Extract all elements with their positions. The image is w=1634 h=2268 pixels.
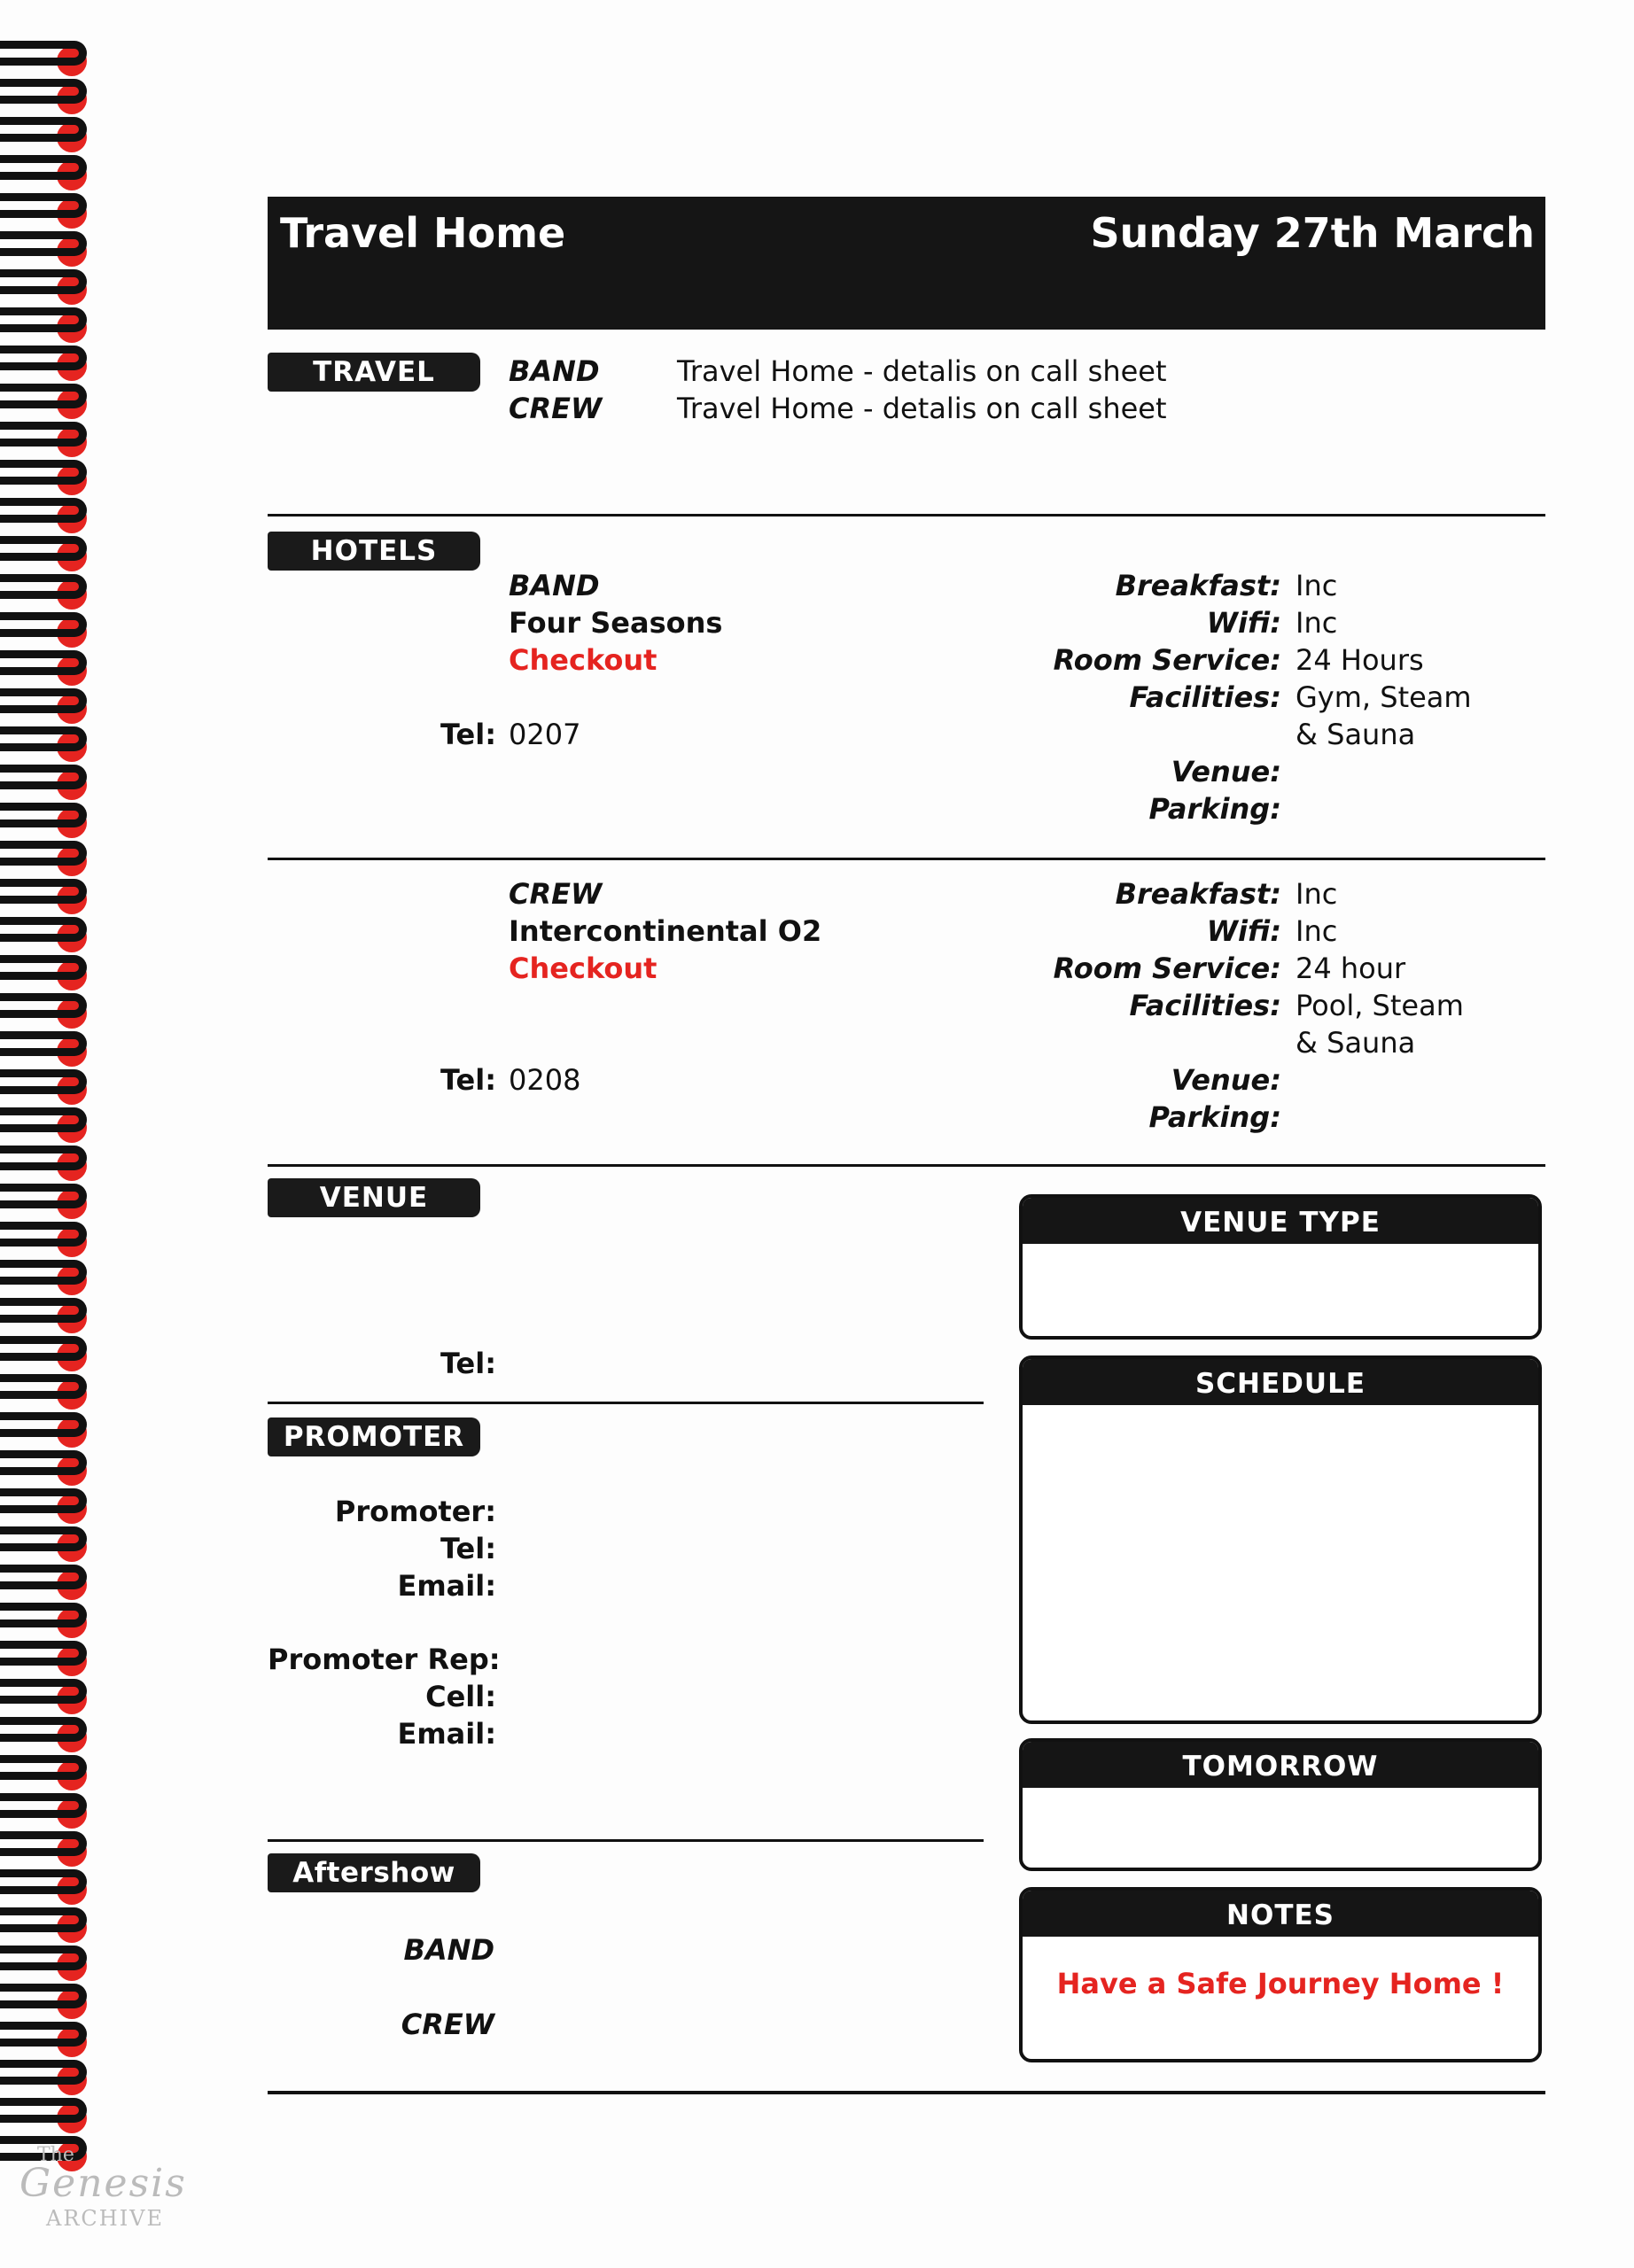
hotel-crew-wifi: Inc [1296,914,1338,948]
promoter-rep-email-label: Email: [397,1717,496,1751]
spiral-ring [0,835,89,874]
promoter-tag: PROMOTER [268,1418,480,1456]
spiral-ring [0,302,89,341]
divider [268,1164,1545,1167]
hotel-band-facilities: Gym, Steam [1296,680,1472,714]
promoter-label: Promoter: [334,1495,496,1528]
aftershow-band-label: BAND [403,1933,494,1967]
spiral-ring [0,74,89,113]
spiral-ring [0,1864,89,1903]
spiral-ring [0,1407,89,1446]
hotel-crew-room-service: 24 hour [1296,951,1406,985]
spiral-ring [0,1940,89,1979]
spiral-ring [0,2054,89,2093]
spiral-ring [0,454,89,493]
spiral-ring [0,1788,89,1827]
spiral-ring [0,1826,89,1865]
spiral-ring [0,1140,89,1179]
spiral-ring [0,2093,89,2132]
spiral-ring [0,950,89,989]
spiral-ring [0,1521,89,1560]
spiral-ring [0,1559,89,1598]
spiral-ring [0,988,89,1027]
hotel-band-status: Checkout [509,643,657,677]
hotel-crew-facilities-cont: & Sauna [1296,1026,1416,1060]
hotel-band-facilities-cont: & Sauna [1296,718,1416,751]
hotel-crew-label: CREW [509,877,603,911]
spiral-ring [0,1369,89,1408]
spiral-ring [0,1331,89,1370]
promoter-email-label: Email: [397,1569,496,1603]
hotels-tag: HOTELS [268,532,480,571]
hotel-crew-name: Intercontinental O2 [509,914,822,948]
venue-type-heading: VENUE TYPE [1023,1198,1538,1244]
spiral-ring [0,569,89,608]
divider [268,514,1545,517]
spiral-ring [0,531,89,570]
hotel-band-tel-label: Tel: [440,718,496,751]
hotel-band-venue-label: Venue: [1171,755,1281,788]
hotel-band-breakfast-label: Breakfast: [1115,569,1281,602]
hotel-crew-status: Checkout [509,951,657,985]
spiral-ring [0,188,89,227]
aftershow-crew-label: CREW [401,2008,494,2041]
divider [268,2091,1545,2094]
divider [268,1839,984,1842]
hotel-crew-facilities-label: Facilities: [1129,989,1281,1022]
spiral-ring [0,35,89,74]
hotel-band-tel: 0207 [509,718,581,751]
notes-box [1019,1887,1542,2062]
divider [268,858,1545,860]
logo-line-3: ARCHIVE [46,2206,165,2231]
spiral-ring [0,912,89,951]
venue-tel-label: Tel: [440,1347,496,1380]
logo-line-2: Genesis [19,2161,187,2206]
spiral-ring [0,874,89,913]
tomorrow-box [1019,1738,1542,1871]
spiral-binding [0,35,106,2179]
hotel-crew-wifi-label: Wifi: [1206,914,1281,948]
hotel-band-room-service: 24 Hours [1296,643,1424,677]
travel-band-label: BAND [509,354,600,388]
hotel-band-wifi: Inc [1296,606,1338,640]
venue-type-box [1019,1194,1542,1340]
spiral-ring [0,1102,89,1141]
spiral-ring [0,1026,89,1065]
hotel-band-parking-label: Parking: [1148,792,1281,826]
hotel-band-label: BAND [509,569,600,602]
spiral-ring [0,2016,89,2055]
spiral-ring [0,1750,89,1789]
hotel-crew-tel-label: Tel: [440,1063,496,1097]
hotel-band-name: Four Seasons [509,606,723,640]
schedule-heading: SCHEDULE [1023,1359,1538,1405]
hotel-crew-breakfast-label: Breakfast: [1115,877,1281,911]
spiral-ring [0,264,89,303]
travel-tag: TRAVEL [268,353,480,392]
spiral-ring [0,493,89,532]
spiral-ring [0,607,89,646]
spiral-ring [0,112,89,151]
logo-line-1: The [37,2144,74,2166]
spiral-ring [0,797,89,836]
spiral-ring [0,759,89,798]
page-date: Sunday 27th March [1090,209,1535,257]
hotel-crew-venue-label: Venue: [1171,1063,1281,1097]
archive-logo [19,2144,232,2250]
spiral-ring [0,683,89,722]
aftershow-tag: Aftershow [268,1853,480,1892]
promoter-tel-label: Tel: [440,1532,496,1565]
spiral-ring [0,416,89,455]
hotel-crew-facilities: Pool, Steam [1296,989,1464,1022]
spiral-ring [0,1293,89,1332]
hotel-crew-breakfast: Inc [1296,877,1338,911]
divider [268,1402,984,1404]
promoter-cell-label: Cell: [425,1680,496,1713]
spiral-ring [0,645,89,684]
hotel-band-room-service-label: Room Service: [1053,643,1281,677]
hotel-crew-tel: 0208 [509,1063,581,1097]
hotel-band-breakfast: Inc [1296,569,1338,602]
spiral-ring [0,1445,89,1484]
hotel-band-wifi-label: Wifi: [1206,606,1281,640]
spiral-ring [0,1674,89,1713]
hotel-crew-room-service-label: Room Service: [1053,951,1281,985]
travel-band-detail: Travel Home - detalis on call sheet [677,354,1167,388]
venue-tag: VENUE [268,1178,480,1217]
promoter-rep-label: Promoter Rep: [268,1643,501,1676]
spiral-ring [0,378,89,417]
hotel-band-facilities-label: Facilities: [1129,680,1281,714]
spiral-ring [0,1064,89,1103]
spiral-ring [0,1712,89,1751]
spiral-ring [0,1483,89,1522]
travel-crew-detail: Travel Home - detalis on call sheet [677,392,1167,425]
spiral-ring [0,721,89,760]
schedule-box [1019,1355,1542,1724]
spiral-ring [0,1902,89,1941]
spiral-ring [0,226,89,265]
notes-heading: NOTES [1023,1891,1538,1937]
travel-crew-label: CREW [509,392,603,425]
spiral-ring [0,340,89,379]
spiral-ring [0,1635,89,1674]
spiral-ring [0,1216,89,1255]
tomorrow-heading: TOMORROW [1023,1742,1538,1788]
notes-text: Have a Safe Journey Home ! [1056,1967,1505,2000]
spiral-ring [0,1178,89,1217]
hotel-crew-parking-label: Parking: [1148,1100,1281,1134]
spiral-ring [0,1254,89,1293]
spiral-ring [0,150,89,189]
spiral-ring [0,1978,89,2017]
page-header [268,197,1545,330]
page-title: Travel Home [280,209,566,257]
spiral-ring [0,1597,89,1636]
